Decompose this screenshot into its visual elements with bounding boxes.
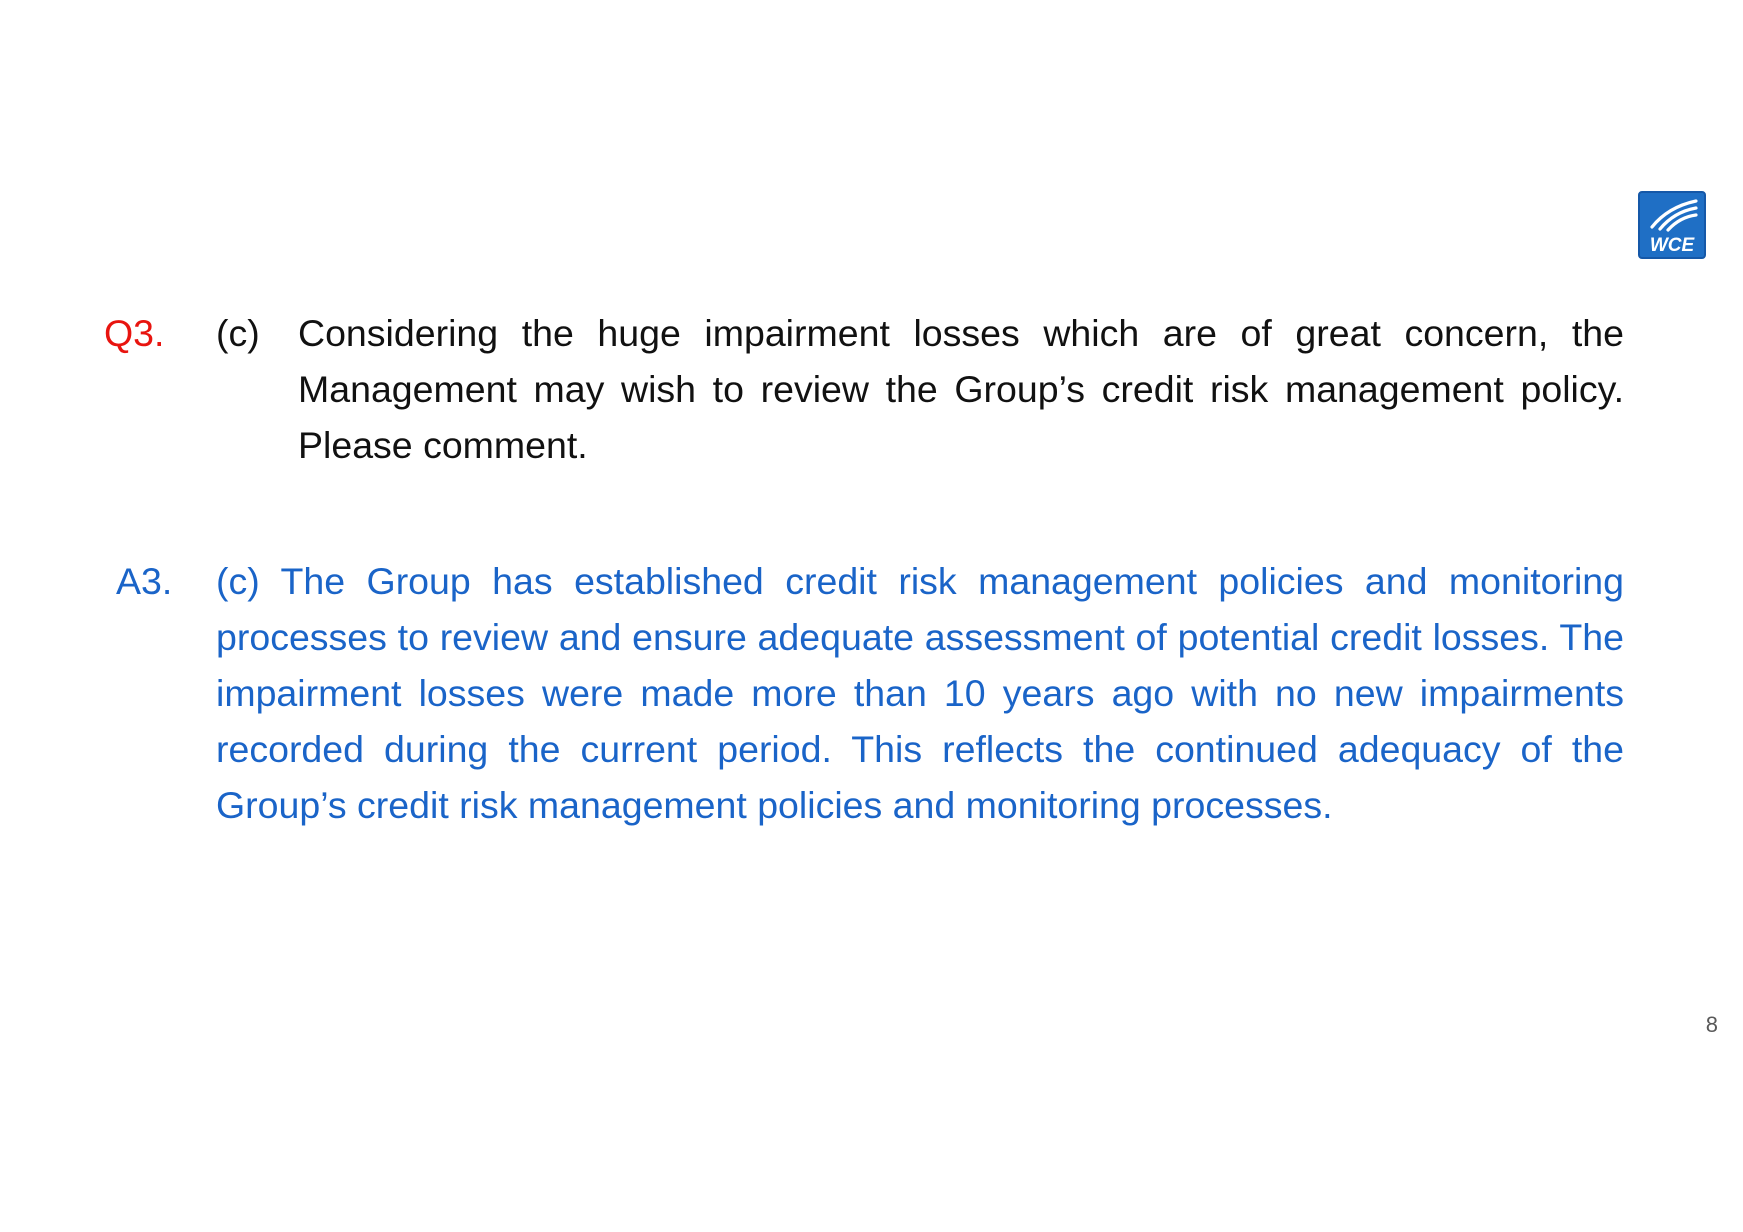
question-marker: Q3. [104,312,165,354]
question-block [104,305,1624,475]
question-sub-label: (c) [216,312,260,354]
question-text: Considering the huge impairment losses which are of great concern, the Management may wish to review the Group’s credit risk management policy. Please comment. [298,312,1624,466]
wce-logo [1638,191,1706,259]
answer-text: (c) The Group has established credit risk management policies and monitoring processes to review and ensure adequate assessment of potential credit losses. The impairment losses were made more than 10 years ago with no new impairments recorded during the current period. This reflects the continued adequacy of the Group’s credit risk management policies and monitoring processes. [216,560,1624,826]
answer-marker: A3. [116,560,173,602]
page-number: 8 [1705,1012,1718,1037]
wce-logo-text: WCE [1649,235,1695,256]
wce-logo-icon [1638,191,1706,259]
answer-block [104,553,1624,893]
